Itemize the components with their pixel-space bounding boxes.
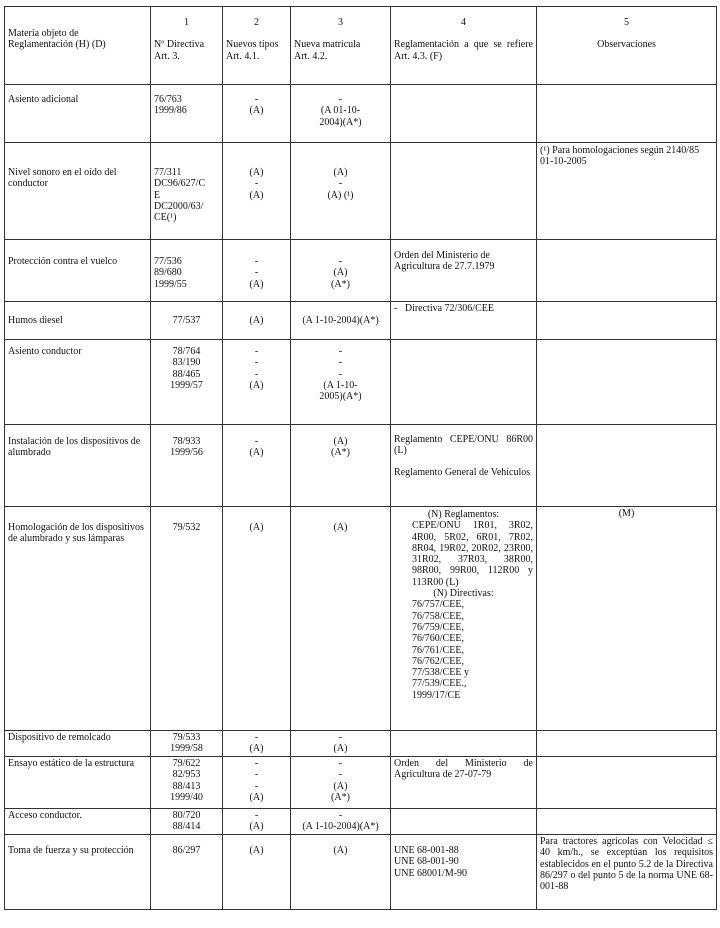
nuevos-tipos-cell: (A): [249, 845, 264, 856]
table-row: [5, 302, 717, 340]
directiva-cell: 77/536 89/680 1999/55: [154, 256, 187, 290]
table-row: [5, 425, 717, 507]
column-label: Nuevos tipos Art. 4.1.: [226, 39, 279, 62]
header-reglamentacion: [391, 7, 537, 85]
table-row: [5, 240, 717, 302]
directiva-cell: 78/933 1999/56: [170, 436, 203, 459]
directiva-cell: 86/297: [172, 845, 201, 856]
header-observaciones: [537, 7, 717, 85]
matricula-cell: - (A 1-10-2004)(A*): [302, 810, 379, 833]
directiva-cell: 77/537: [172, 315, 201, 326]
materia-cell: Protección contra el vuelco: [8, 256, 118, 267]
column-label: Materia objeto de Reglamentación (H) (D): [8, 28, 106, 51]
matricula-cell: (A) (A*): [331, 436, 350, 459]
table-row: [5, 143, 717, 240]
column-label: Nº Directiva Art. 3.: [154, 39, 205, 62]
header-row: [5, 7, 717, 85]
materia-cell: Dispositivo de remolcado: [8, 732, 111, 743]
column-number: 4: [461, 17, 466, 28]
materia-cell: Humos diesel: [8, 315, 63, 326]
directiva-cell: 79/622 82/953 88/413 1999/40: [170, 758, 203, 803]
nuevos-tipos-cell: - (A): [249, 436, 264, 459]
matricula-cell: - (A) (A*): [331, 256, 350, 290]
materia-cell: Homologación de los dispositivos de alumbrado y sus lámparas: [8, 522, 144, 545]
nuevos-tipos-cell: - - (A): [249, 256, 264, 290]
table-row: [5, 507, 717, 731]
matricula-cell: - (A): [333, 732, 348, 755]
header-materia: [5, 7, 151, 85]
nuevos-tipos-cell: - (A): [249, 810, 264, 833]
header-nueva-matricula: [291, 7, 391, 85]
reglamentacion-cell: CEPE/ONU 1R01, 3R02, 4R00, 5R02, 6R01, 7R02, 8R04, 19R02, 20R02, 23R00, 31R02, 37R03, 38R00, 98R00, 99R00, 112R00 y 113R00 (L): [412, 520, 533, 588]
nuevos-tipos-cell: (A) - (A): [249, 167, 264, 201]
nuevos-tipos-cell: - (A): [249, 94, 264, 117]
column-label: Reglamentación a que se refiere Art. 4.3. (F): [394, 39, 533, 62]
table-row: [5, 85, 717, 143]
matricula-cell: - (A 01-10- 2004)(A*): [319, 94, 362, 128]
reglamentacion-cell-2: 76/757/CEE, 76/758/CEE, 76/759/CEE, 76/760/CEE, 76/761/CEE, 76/762/CEE, 77/538/CEE y 77/539/CEE., 1999/17/CE: [412, 599, 469, 701]
materia-cell: Instalación de los dispositivos de alumbrado: [8, 436, 141, 459]
materia-cell: Nivel sonoro en el oído del conductor: [8, 167, 117, 190]
column-number: 1: [184, 17, 189, 28]
table-row: [5, 835, 717, 910]
directiva-cell: 76/763 1999/86: [154, 94, 187, 117]
column-number: 5: [624, 17, 629, 28]
reglamentacion-cell: - Directiva 72/306/CEE: [394, 303, 494, 314]
column-label: Nueva matrícula Art. 4.2.: [294, 39, 361, 62]
materia-cell: Ensayo estático de la estructura: [8, 758, 135, 769]
column-number: 3: [338, 17, 343, 28]
header-directiva: [151, 7, 223, 85]
reglamentacion-cell: Orden del Ministerio de Agricultura de 27.7.1979: [394, 250, 495, 273]
table-row: [5, 809, 717, 835]
materia-cell: Toma de fuerza y su protección: [8, 845, 134, 856]
directiva-cell: 80/720 88/414: [172, 810, 201, 833]
nuevos-tipos-cell: - - - (A): [249, 758, 264, 803]
header-nuevos-tipos: [223, 7, 291, 85]
matricula-cell: (A): [333, 845, 348, 856]
reglamentacion-cell: Orden del Ministerio de Agricultura de 27-07-79: [394, 758, 533, 781]
matricula-cell: - - - (A 1-10- 2005)(A*): [319, 346, 362, 403]
matricula-cell: - - (A) (A*): [331, 758, 350, 803]
directiva-cell: 79/532: [172, 522, 201, 533]
directiva-cell: 78/764 83/190 88/465 1999/57: [170, 346, 203, 391]
nuevos-tipos-cell: - - - (A): [249, 346, 264, 391]
directiva-cell: 77/311 DC96/627/C E DC2000/63/ CE(¹): [154, 167, 206, 224]
materia-cell: Asiento adicional: [8, 94, 79, 105]
observaciones-cell: (M): [618, 508, 635, 519]
observaciones-cell: Para tractores agrícolas con Velocidad ≤ 40 km/h., se exceptúan los requisitos establecidos en el punto 5.2 de la Directiva 86/297 o del punto 5 de la norma UNE 68-001-88: [540, 836, 713, 893]
column-number: 2: [254, 17, 259, 28]
reglamentacion-cell-2: Reglamento General de Vehículos: [394, 466, 531, 478]
observaciones-cell: (¹) Para homologaciones según 2140/85 01-10-2005: [540, 145, 700, 168]
materia-cell: Acceso conductor.: [8, 810, 82, 821]
table-row: [5, 340, 717, 425]
nuevos-tipos-cell: (A): [249, 315, 264, 326]
directiva-cell: 79/533 1999/58: [170, 732, 203, 755]
reglamentacion-cell: UNE 68-001-88 UNE 68-001-90 UNE 68001/M-90: [394, 845, 468, 879]
matricula-cell: (A 1-10-2004)(A*): [302, 315, 379, 326]
table-row: [5, 757, 717, 809]
materia-cell: Asiento conductor: [8, 346, 82, 357]
reglamentos-heading: (N) Reglamentos:: [427, 509, 500, 520]
reglamentacion-cell: Reglamento CEPE/ONU 86R00 (L): [394, 434, 533, 457]
matricula-cell: (A) - (A) (¹): [327, 167, 354, 201]
matricula-cell: (A): [333, 522, 348, 533]
nuevos-tipos-cell: (A): [249, 522, 264, 533]
table-row: [5, 731, 717, 757]
directivas-heading: (N) Directivas:: [433, 588, 494, 600]
regulation-table: [4, 6, 717, 910]
column-label: Observaciones: [597, 39, 656, 51]
nuevos-tipos-cell: - (A): [249, 732, 264, 755]
